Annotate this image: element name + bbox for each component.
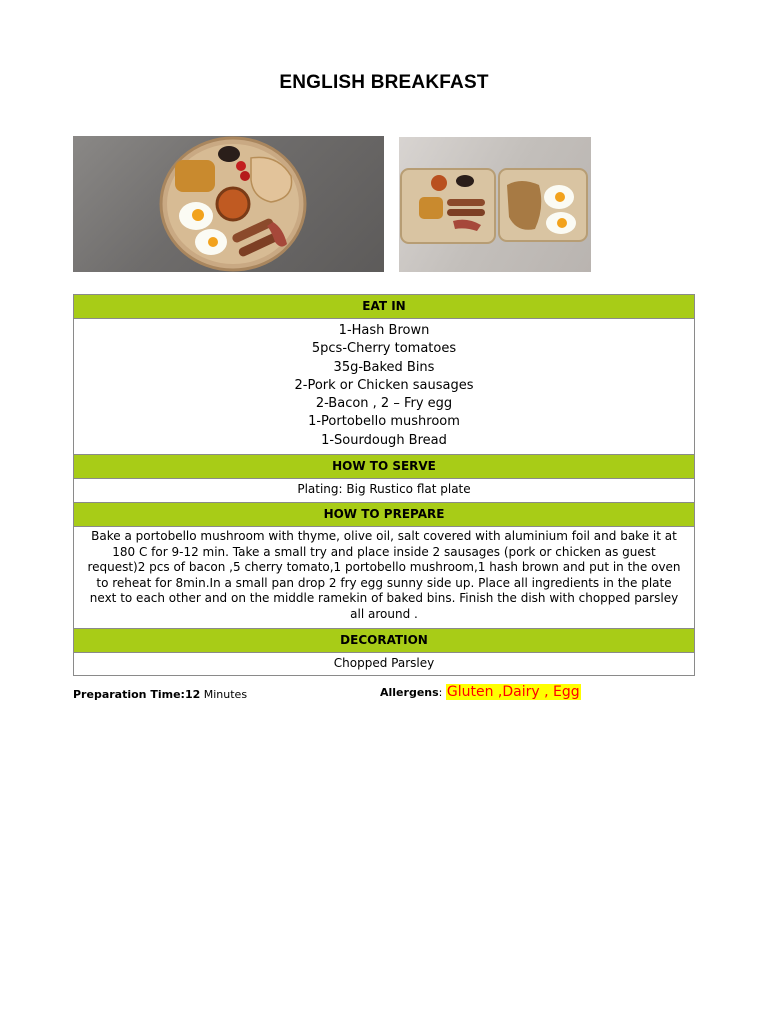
list-item: 2-Pork or Chicken sausages (294, 377, 474, 393)
how-to-prepare-heading: HOW TO PREPARE (74, 503, 694, 527)
list-item: 5pcs-Cherry tomatoes (311, 341, 457, 357)
allergens-separator: : (438, 686, 446, 699)
list-item: 1-Hash Brown (338, 323, 430, 338)
decoration-heading: DECORATION (74, 629, 694, 653)
prep-time-unit: Minutes (200, 688, 248, 701)
list-item: 1-Portobello mushroom (308, 414, 460, 430)
eat-in-heading: EAT IN (74, 295, 694, 319)
plate-photo (73, 136, 384, 272)
list-item: 35g-Baked Bins (333, 359, 435, 375)
serve-text: Plating: Big Rustico flat plate (74, 479, 694, 503)
recipe-table (73, 294, 695, 676)
allergens-label: Allergens (380, 686, 439, 699)
prep-time-value: 12 (184, 688, 201, 701)
allergens (380, 684, 581, 700)
list-item: 2-Bacon , 2 – Fry egg (315, 396, 453, 412)
ingredients-list (74, 319, 694, 455)
page-title: ENGLISH BREAKFAST (279, 72, 489, 93)
preparation-time (73, 688, 247, 701)
how-to-serve-heading: HOW TO SERVE (74, 455, 694, 479)
takeaway-photo (399, 137, 591, 272)
decoration-text: Chopped Parsley (333, 656, 435, 671)
prepare-text: Bake a portobello mushroom with thyme, olive oil, salt covered with aluminium foil and bake it at 180 C for 9-12 min. Take a small try and place inside 2 sausages (pork or chicken as guest request)2 pcs of bacon ,5 cherry tomato,1 portobello mushroom,1 hash brown and put in the oven to reheat for 8min.In a small pan drop 2 fry egg sunny side up. Place all ingredients in the plate next to each other and on the middle ramekin of baked bins. Finish the dish with chopped parsley all around . (74, 527, 694, 629)
allergens-values: Gluten ,Dairy , Egg (446, 684, 580, 700)
list-item: 1-Sourdough Bread (321, 432, 447, 448)
prep-time-label: Preparation Time: (73, 688, 185, 701)
